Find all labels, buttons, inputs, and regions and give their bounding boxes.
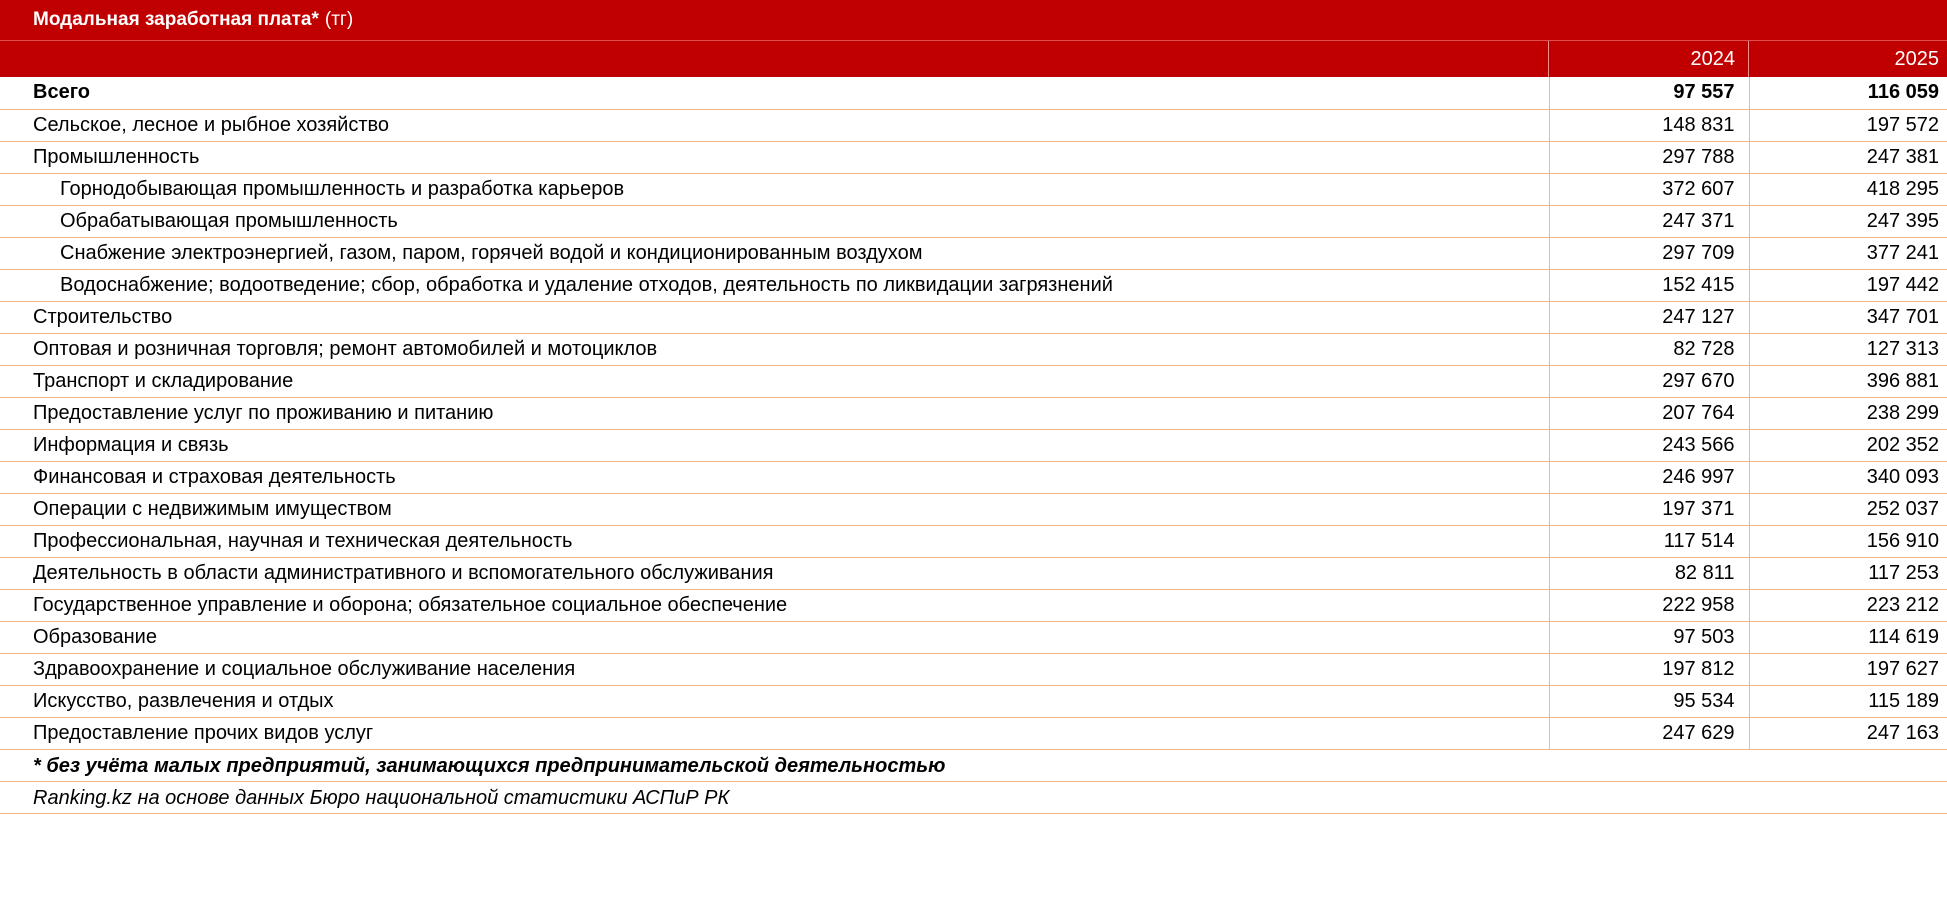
- row-label: Обрабатывающая промышленность: [0, 205, 1549, 237]
- value-2025: 396 881: [1749, 365, 1947, 397]
- value-2024: 297 709: [1549, 237, 1749, 269]
- value-2025: 247 395: [1749, 205, 1947, 237]
- value-2025: 247 163: [1749, 717, 1947, 749]
- table-row: [0, 525, 1947, 557]
- table-row: [0, 269, 1947, 301]
- row-label: Здравоохранение и социальное обслуживание населения: [0, 653, 1549, 685]
- table-row: [0, 333, 1947, 365]
- table-row: [0, 397, 1947, 429]
- value-2025: 252 037: [1749, 493, 1947, 525]
- table-title: Модальная заработная плата*: [33, 9, 319, 30]
- row-label: Строительство: [0, 301, 1549, 333]
- row-label: Государственное управление и оборона; обязательное социальное обеспечение: [0, 589, 1549, 621]
- value-2024: 197 371: [1549, 493, 1749, 525]
- table-row: [0, 621, 1947, 653]
- table-row: [0, 141, 1947, 173]
- value-2024: 197 812: [1549, 653, 1749, 685]
- value-2025: 197 442: [1749, 269, 1947, 301]
- value-2025: 156 910: [1749, 525, 1947, 557]
- row-label: Сельское, лесное и рыбное хозяйство: [0, 109, 1549, 141]
- value-2024: 97 503: [1549, 621, 1749, 653]
- table-row: [0, 717, 1947, 749]
- value-2025: 247 381: [1749, 141, 1947, 173]
- table-row: [0, 109, 1947, 141]
- row-label: Деятельность в области административного и вспомогательного обслуживания: [0, 557, 1549, 589]
- value-2024: 247 629: [1549, 717, 1749, 749]
- table-row: [0, 173, 1947, 205]
- row-label: Всего: [0, 77, 1549, 109]
- row-label: Предоставление прочих видов услуг: [0, 717, 1549, 749]
- row-label: Предоставление услуг по проживанию и питанию: [0, 397, 1549, 429]
- table-row: [0, 205, 1947, 237]
- value-2025: 223 212: [1749, 589, 1947, 621]
- value-2025: 340 093: [1749, 461, 1947, 493]
- value-2024: 82 811: [1549, 557, 1749, 589]
- value-2025: 197 627: [1749, 653, 1947, 685]
- table-row: [0, 301, 1947, 333]
- column-header-2025: 2025: [1894, 48, 1939, 70]
- value-2024: 148 831: [1549, 109, 1749, 141]
- row-label: Образование: [0, 621, 1549, 653]
- value-2025: 114 619: [1749, 621, 1947, 653]
- row-label: Транспорт и складирование: [0, 365, 1549, 397]
- value-2025: 115 189: [1749, 685, 1947, 717]
- value-2025: 197 572: [1749, 109, 1947, 141]
- table-unit: (тг): [324, 9, 354, 30]
- row-label: Оптовая и розничная торговля; ремонт автомобилей и мотоциклов: [0, 333, 1549, 365]
- value-2024: 247 127: [1549, 301, 1749, 333]
- value-2024: 243 566: [1549, 429, 1749, 461]
- table-title-bar: [0, 0, 1947, 40]
- table-row: [0, 653, 1947, 685]
- table-row: [0, 77, 1947, 109]
- row-label: Искусство, развлечения и отдых: [0, 685, 1549, 717]
- value-2025: 238 299: [1749, 397, 1947, 429]
- value-2025: 347 701: [1749, 301, 1947, 333]
- value-2024: 372 607: [1549, 173, 1749, 205]
- value-2024: 222 958: [1549, 589, 1749, 621]
- row-label: Информация и связь: [0, 429, 1549, 461]
- table-body: [0, 77, 1947, 749]
- row-label: Финансовая и страховая деятельность: [0, 461, 1549, 493]
- row-label: Водоснабжение; водоотведение; сбор, обработка и удаление отходов, деятельность по ликвидации загрязнений: [0, 269, 1549, 301]
- table-row: [0, 493, 1947, 525]
- value-2024: 297 670: [1549, 365, 1749, 397]
- table-row: [0, 461, 1947, 493]
- value-2024: 246 997: [1549, 461, 1749, 493]
- salary-table: [0, 77, 1947, 750]
- column-header-row: [0, 40, 1947, 77]
- value-2025: 127 313: [1749, 333, 1947, 365]
- source-note: Ranking.kz на основе данных Бюро национальной статистики АСПиР РК: [0, 782, 1947, 814]
- value-2025: 202 352: [1749, 429, 1947, 461]
- footnote: * без учёта малых предприятий, занимающихся предпринимательской деятельностью: [0, 750, 1947, 782]
- row-label: Снабжение электроэнергией, газом, паром, горячей водой и кондиционированным воздухом: [0, 237, 1549, 269]
- value-2024: 247 371: [1549, 205, 1749, 237]
- table-row: [0, 429, 1947, 461]
- value-2025: 116 059: [1749, 77, 1947, 109]
- table-row: [0, 685, 1947, 717]
- value-2024: 152 415: [1549, 269, 1749, 301]
- row-label: Горнодобывающая промышленность и разработка карьеров: [0, 173, 1549, 205]
- table-row: [0, 589, 1947, 621]
- table-row: [0, 365, 1947, 397]
- row-label: Профессиональная, научная и техническая деятельность: [0, 525, 1549, 557]
- table-row: [0, 557, 1947, 589]
- value-2024: 95 534: [1549, 685, 1749, 717]
- value-2024: 207 764: [1549, 397, 1749, 429]
- value-2024: 297 788: [1549, 141, 1749, 173]
- value-2024: 82 728: [1549, 333, 1749, 365]
- value-2024: 117 514: [1549, 525, 1749, 557]
- value-2025: 418 295: [1749, 173, 1947, 205]
- value-2025: 117 253: [1749, 557, 1947, 589]
- row-label: Промышленность: [0, 141, 1549, 173]
- value-2024: 97 557: [1549, 77, 1749, 109]
- value-2025: 377 241: [1749, 237, 1947, 269]
- row-label: Операции с недвижимым имуществом: [0, 493, 1549, 525]
- table-row: [0, 237, 1947, 269]
- column-header-2024: 2024: [1690, 48, 1735, 70]
